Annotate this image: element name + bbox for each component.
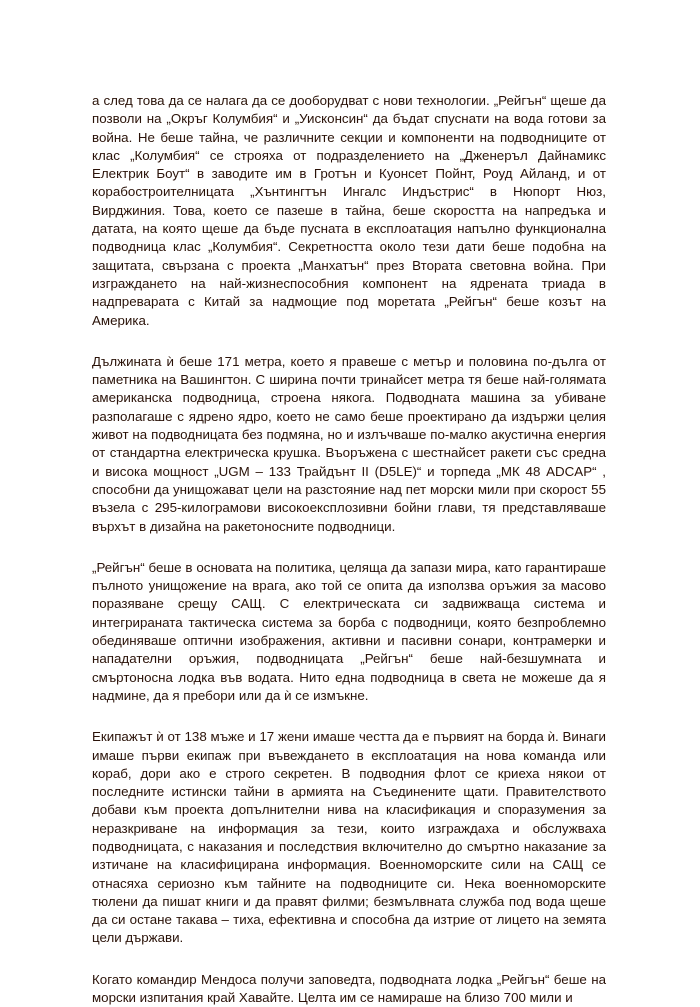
- paragraph-3: „Рейгън“ беше в основата на политика, целяща да запази мира, като гарантираше пълното унищожение на врага, ако той се опита да използва оръжия за масово поразяване срещу САЩ. С електрическата си задвижваща система и интегрираната тактическа система за борба с подводници, която безпроблемно обединяваше оптични изображения, активни и пасивни сонари, контрамерки и нападателни оръжия, подводницата „Рейгън“ беше най-безшумната и смъртоносна лодка във водата. Нито една подводница в света не можеше да я надмине, да я пребори или да ѝ се измъкне.: [92, 559, 606, 703]
- paragraph-2: Дължината ѝ беше 171 метра, което я правеше с метър и половина по-дълга от паметника на Вашингтон. С ширина почти тринайсет метра тя беше най-голямата американска подводница, строена някога. Подводната машина за убиване разполагаше с ядрено ядро, което не само беше проектирано да издържи целия живот на подводницата без подмяна, но и излъчваше по-малко акустична енергия от стандартна електрическа крушка. Въоръжена с шестнайсет ракети със средна и висока мощност „UGM – 133 Трайдънт II (D5LE)“ и торпеда „МК 48 ADCAP“ , способни да унищожават цели на разстояние над пет морски мили при скорост 55 възела с 295-килограмови високоексплозивни бойни глави, тя представляваше върхът в дизайна на ракетоносните подводници.: [92, 353, 606, 534]
- paragraph-4: Екипажът ѝ от 138 мъже и 17 жени имаше честта да е първият на борда ѝ. Винаги имаше първи екипаж при въвеждането в експлоатация на нова команда или кораб, дори ако е строго секретен. В подводния флот се криеха някои от последните истински тайни в армията на Съединените щати. Правителството добави към проекта допълнителни нива на класификация и споразумения за неразкриване на информация за тези, които изграждаха и обслужваха подводницата, с наказания и последствия включително до смъртно наказание за изтичане на класифицирана информация. Военноморските сили на САЩ се отнасяха сериозно към тайните на подводниците си. Нека военноморските тюлени да пишат книги и да правят филми; безмълвната служба под вода щеше да си остане такава – тиха, ефективна и способна да изтрие от лицето на земята цели държави.: [92, 729, 606, 946]
- body-text: [92, 92, 606, 1007]
- paragraph-1: а след това да се налага да се дооборудват с нови технологии. „Рейгън“ щеше да позволи на „Окръг Колумбия“ и „Уисконсин“ да бъдат спуснати на вода готови за война. Не беше тайна, че различните секции и компоненти на подводниците от клас „Колумбия“ се строяха от подразделението на „Дженеръл Дайнамикс Електрик Боут“ в заводите им в Гротън и Куонсет Пойнт, Роуд Айланд, и от корабостроителницата „Хънтингтън Ингалс Индъстрис“ в Нюпорт Нюз, Вирджиния. Това, което се пазеше в тайна, беше скоростта на напредъка и датата, на която щеше да бъде пусната в експлоатация напълно функционална подводница клас „Колумбия“. Секретността около тези дати беше подобна на защитата, свързана с проекта „Манхатън“ през Втората световна война. При изграждането на най-жизнеспособния компонент на ядрената триада в надпреварата с Китай за надмощие под моретата „Рейгън“ беше козът на Америка.: [92, 93, 606, 328]
- paragraph-5: Когато командир Мендоса получи заповедта, подводната лодка „Рейгън“ беше на морски изпитания край Хавайте. Целта им се намираше на близо 700 мили и: [92, 971, 606, 1006]
